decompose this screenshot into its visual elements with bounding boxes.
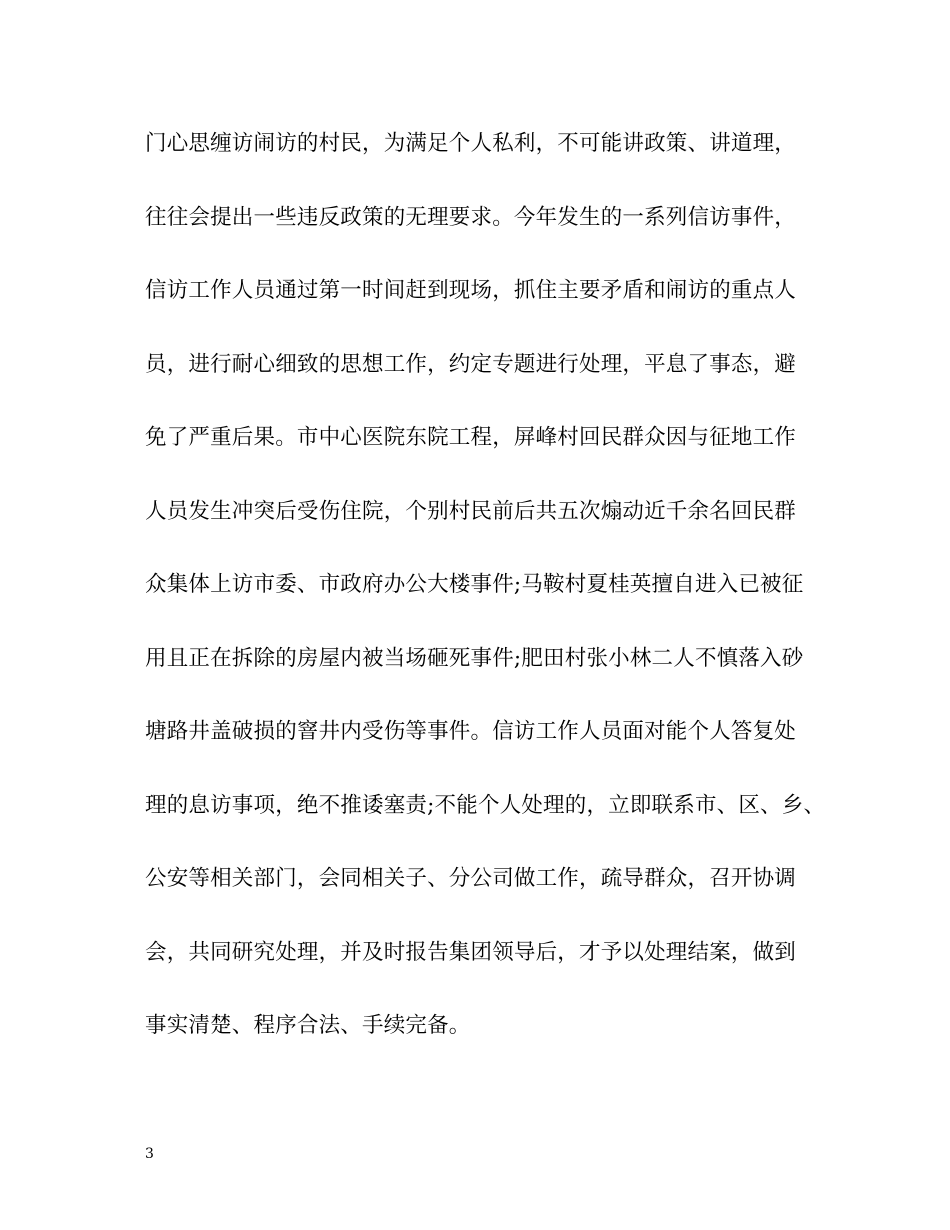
text-line-5: 免了严重后果。市中心医院东院工程，屏峰村回民群众因与征地工作: [145, 425, 797, 450]
text-line-2: 往往会提出一些违反政策的无理要求。今年发生的一系列信访事件，: [145, 204, 797, 230]
text-line-3: 信访工作人员通过第一时间赶到现场，抓住主要矛盾和闹访的重点人: [145, 278, 797, 303]
body-paragraph: [145, 122, 845, 1078]
text-line-7: 众集体上访市委、市政府办公大楼事件;马鞍村夏桂英擅自进入已被征: [145, 572, 804, 597]
text-line-9: 塘路井盖破损的窨井内受伤等事件。信访工作人员面对能个人答复处: [145, 719, 797, 744]
text-line-13: 事实清楚、程序合法、手续完备。: [145, 1013, 471, 1038]
text-line-6: 人员发生冲突后受伤住院，个别村民前后共五次煽动近千余名回民群: [145, 498, 797, 524]
text-line-4: 员，进行耐心细致的思想工作，约定专题进行处理，平息了事态，避: [145, 351, 797, 377]
text-line-11: 公安等相关部门，会同相关子、分公司做工作，疏导群众，召开协调: [145, 866, 797, 891]
text-line-10: 理的息访事项，绝不推诿塞责;不能个人处理的，立即联系市、区、乡、: [145, 792, 826, 818]
page-number: 3: [145, 1146, 154, 1162]
text-line-1: 门心思缠访闹访的村民，为满足个人私利，不可能讲政策、讲道理，: [145, 131, 797, 156]
text-line-12: 会，共同研究处理，并及时报告集团领导后，才予以处理结案，做到: [145, 939, 797, 965]
text-line-8: 用且正在拆除的房屋内被当场砸死事件;肥田村张小林二人不慎落入砂: [145, 645, 804, 671]
